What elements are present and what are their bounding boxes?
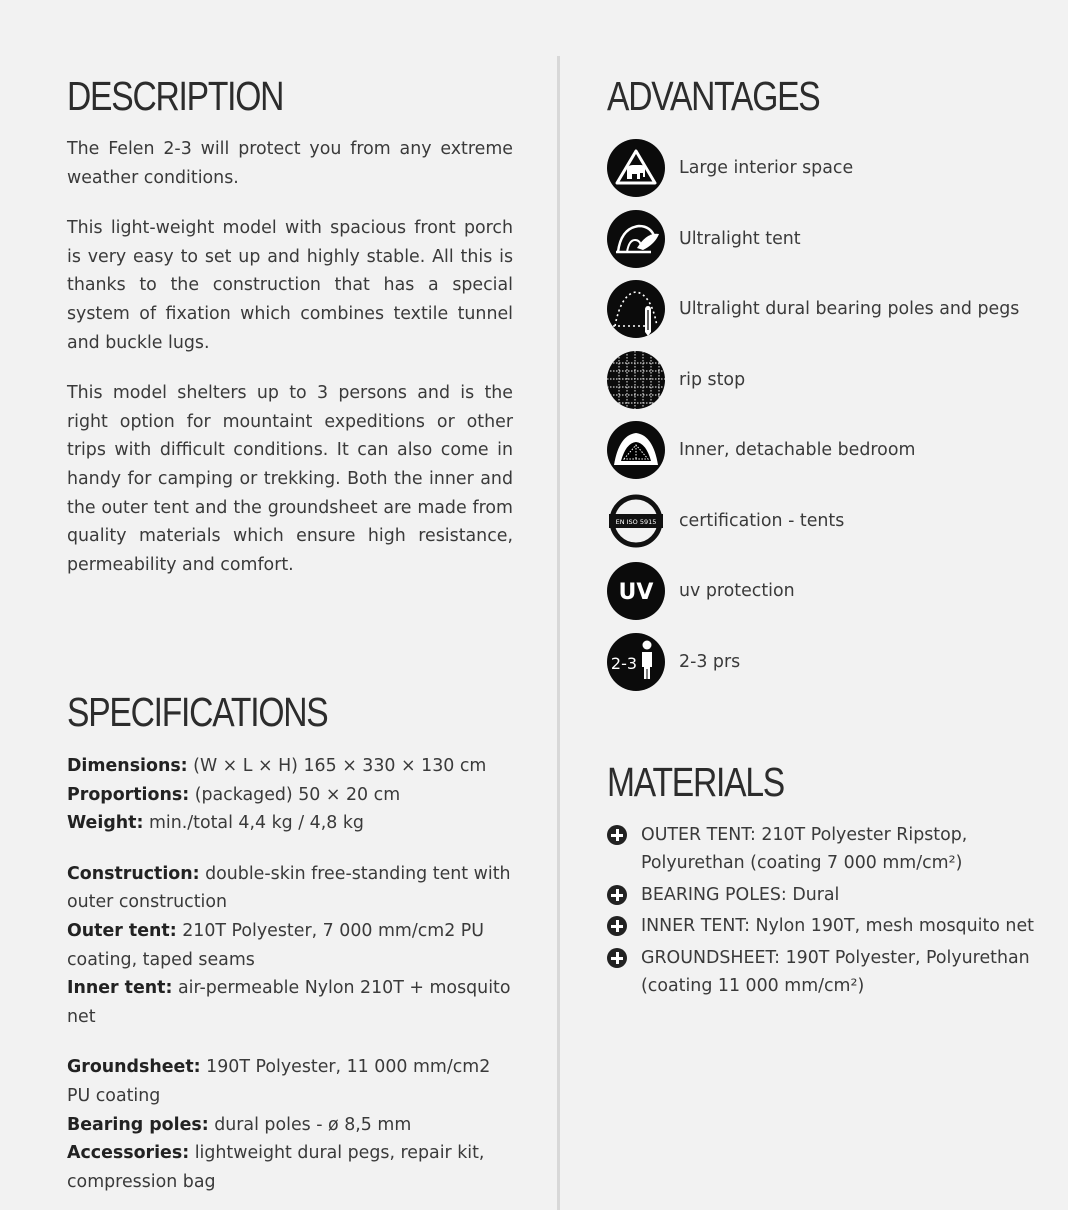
description-paragraph: The Felen 2-3 will protect you from any extreme weather conditions. (67, 139, 513, 188)
spec-group (67, 1053, 513, 1196)
materials-heading: MATERIALS (607, 759, 784, 805)
spec-weight: Weight: min./total 4,4 kg / 4,8 kg (67, 813, 364, 834)
advantage-label: uv protection (679, 581, 795, 602)
advantage-item (607, 274, 1047, 345)
svg-text:UV: UV (618, 580, 654, 606)
plus-circle-icon (607, 916, 627, 936)
column-divider (557, 56, 560, 1210)
certification-icon (607, 492, 665, 550)
advantage-label: Large interior space (679, 158, 854, 179)
material-item: INNER TENT: Nylon 190T, mesh mosquito net (607, 912, 1037, 940)
specifications-heading: SPECIFICATIONS (67, 689, 328, 735)
description-paragraph: This model shelters up to 3 persons and is the right option for mountaint expeditions or other trips with difficult conditions. It can also come in handy for camping or trekking. Both the inner and the outer tent and the groundsheet are made from quality materials which ensure high resistance, permeability and comfort. (67, 383, 513, 575)
advantages-heading: ADVANTAGES (607, 73, 820, 119)
spec-groundsheet: Groundsheet: 190T Polyester, 11 000 mm/cm2 PU coating (67, 1057, 491, 1106)
spec-proportions: Proportions: (packaged) 50 × 20 cm (67, 784, 401, 805)
spec-accessories: Accessories: lightweight dural pegs, repair kit, compression bag (67, 1143, 485, 1192)
specifications-list (67, 752, 513, 1196)
spec-construction: Construction: double-skin free-standing tent with outer construction (67, 863, 511, 913)
plus-circle-icon (607, 885, 627, 905)
tent-feather-icon (607, 210, 665, 268)
advantage-label: Inner, detachable bedroom (679, 440, 916, 461)
advantage-label: rip stop (679, 369, 746, 390)
spec-dimensions: Dimensions: (W × L × H) 165 × 330 × 130 cm (67, 756, 487, 776)
advantage-item (607, 345, 1047, 416)
advantage-label: Ultralight tent (679, 228, 801, 249)
advantage-item (607, 415, 1047, 486)
svg-text:EN ISO 5915: EN ISO 5915 (615, 517, 657, 526)
inner-tent-icon (607, 421, 665, 479)
advantage-item (607, 627, 1047, 698)
persons-icon (607, 633, 665, 691)
advantage-item (607, 486, 1047, 557)
advantages-list (607, 133, 1047, 697)
spec-outer-tent: Outer tent: 210T Polyester, 7 000 mm/cm2 PU coating, taped seams (67, 920, 485, 970)
advantage-label: 2-3 prs (679, 651, 741, 672)
uv-icon (607, 562, 665, 620)
tent-elephant-icon (607, 139, 665, 197)
description-paragraph: This light-weight model with spacious front porch is very easy to set up and highly stable. All this is thanks to the construction that has a special system of fixation which combines textile tunnel and buckle lugs. (67, 218, 513, 353)
plus-circle-icon (607, 948, 627, 968)
material-item: BEARING POLES: Dural (607, 881, 1037, 909)
material-item: OUTER TENT: 210T Polyester Ripstop, Polyurethan (coating 7 000 mm/cm²) (607, 821, 1037, 878)
ripstop-grid-icon (607, 351, 665, 409)
tent-pole-icon (607, 280, 665, 338)
advantage-label: Ultralight dural bearing poles and pegs (679, 299, 1020, 320)
plus-circle-icon (607, 825, 627, 845)
spec-group (67, 860, 513, 1032)
materials-list (607, 821, 1037, 1003)
advantage-label: certification - tents (679, 510, 845, 531)
spec-bearing-poles: Bearing poles: dural poles - ø 8,5 mm (67, 1114, 412, 1135)
material-item: GROUNDSHEET: 190T Polyester, Polyurethan (coating 11 000 mm/cm²) (607, 944, 1037, 1001)
advantage-item (607, 556, 1047, 627)
svg-text:2-3: 2-3 (610, 653, 638, 673)
advantage-item (607, 204, 1047, 275)
description-body (67, 135, 513, 579)
advantage-item (607, 133, 1047, 204)
spec-group (67, 752, 513, 838)
description-heading: DESCRIPTION (67, 73, 284, 119)
spec-inner-tent: Inner tent: air-permeable Nylon 210T + mosquito net (67, 978, 511, 1027)
